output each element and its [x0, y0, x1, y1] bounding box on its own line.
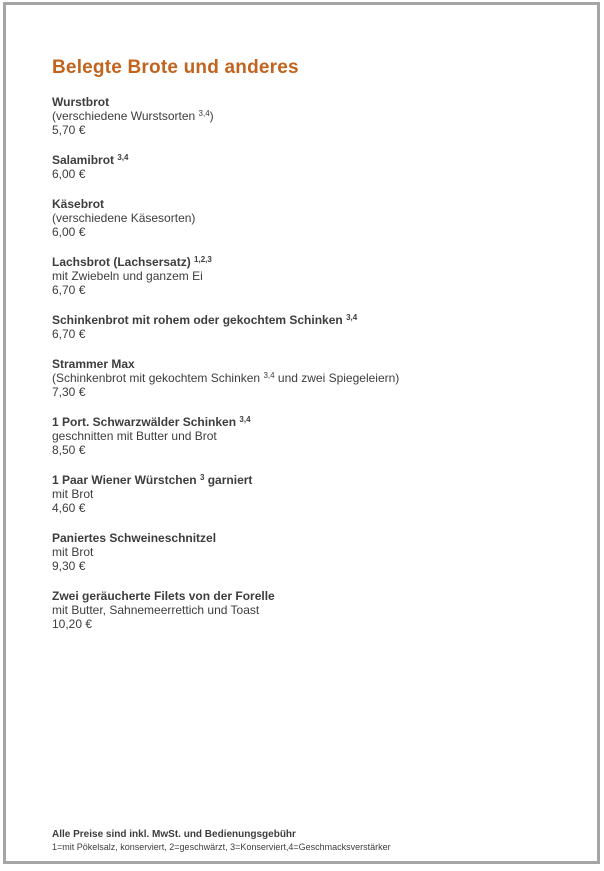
footer-note-additives: 1=mit Pökelsalz, konserviert, 2=geschwärzt, 3=Konserviert,4=Geschmacksverstärker [52, 842, 391, 852]
additive-superscript: 3,4 [239, 414, 251, 424]
menu-item [52, 531, 577, 573]
menu-item [52, 153, 577, 181]
menu-item [52, 473, 577, 515]
menu-item [52, 357, 577, 399]
page-title: Belegte Brote und anderes [52, 57, 299, 78]
menu-item-price: 6,00 € [52, 167, 86, 181]
menu-item [52, 95, 577, 137]
menu-content [52, 5, 577, 647]
menu-item-desc: mit Brot [52, 487, 94, 501]
additive-superscript: 3,4 [198, 108, 210, 118]
menu-page [3, 2, 600, 864]
footer [52, 829, 577, 853]
menu-item-name: Salamibrot $^{3,4}$ [52, 152, 129, 167]
menu-item-desc: geschnitten mit Butter und Brot [52, 429, 217, 443]
menu-item-name: Schinkenbrot mit rohem oder gekochtem Schinken $^{3,4}$ [52, 312, 358, 327]
menu-item-desc: (verschiedene Käsesorten) [52, 211, 196, 225]
menu-item-name: Paniertes Schweineschnitzel [52, 531, 217, 545]
additive-superscript: 3 [199, 472, 205, 482]
menu-item-price: 4,60 € [52, 501, 86, 515]
menu-item-name: 1 Port. Schwarzwälder Schinken $^{3,4}$ [52, 414, 251, 429]
menu-item-name: Lachsbrot (Lachsersatz) $^{1,2,3}$ [52, 254, 212, 269]
additive-superscript: 3,4 [346, 312, 358, 322]
menu-item-desc: (verschiedene Wurstsorten $^{3,4}$) [52, 108, 214, 123]
menu-item-name: Wurstbrot [52, 95, 110, 109]
menu-item [52, 589, 577, 631]
menu-item [52, 255, 577, 297]
menu-item-price: 9,30 € [52, 559, 86, 573]
menu-item-price: 7,30 € [52, 385, 86, 399]
additive-superscript: 3,4 [117, 152, 129, 162]
menu-item-price: 10,20 € [52, 617, 93, 631]
menu-item [52, 197, 577, 239]
menu-item-desc: (Schinkenbrot mit gekochtem Schinken $^{3,4}$ und zwei Spiegeleiern) [52, 370, 400, 385]
menu-item-name: Strammer Max [52, 357, 135, 371]
menu-item-price: 6,00 € [52, 225, 86, 239]
additive-superscript: 3,4 [263, 370, 275, 380]
menu-item [52, 415, 577, 457]
menu-item-desc: mit Brot [52, 545, 94, 559]
menu-item-desc: mit Zwiebeln und ganzem Ei [52, 269, 203, 283]
menu-item [52, 313, 577, 341]
additive-superscript: 1,2,3 [194, 254, 212, 264]
menu-item-name: 1 Paar Wiener Würstchen $^3$ garniert [52, 472, 253, 487]
menu-item-desc: mit Butter, Sahnemeerrettich und Toast [52, 603, 260, 617]
menu-list [52, 95, 577, 631]
footer-note-prices: Alle Preise sind inkl. MwSt. und Bedienungsgebühr [52, 829, 296, 840]
menu-item-price: 6,70 € [52, 327, 86, 341]
menu-item-price: 6,70 € [52, 283, 86, 297]
menu-item-name: Zwei geräucherte Filets von der Forelle [52, 589, 275, 603]
menu-item-price: 8,50 € [52, 443, 86, 457]
menu-item-name: Käsebrot [52, 197, 105, 211]
menu-item-price: 5,70 € [52, 123, 86, 137]
